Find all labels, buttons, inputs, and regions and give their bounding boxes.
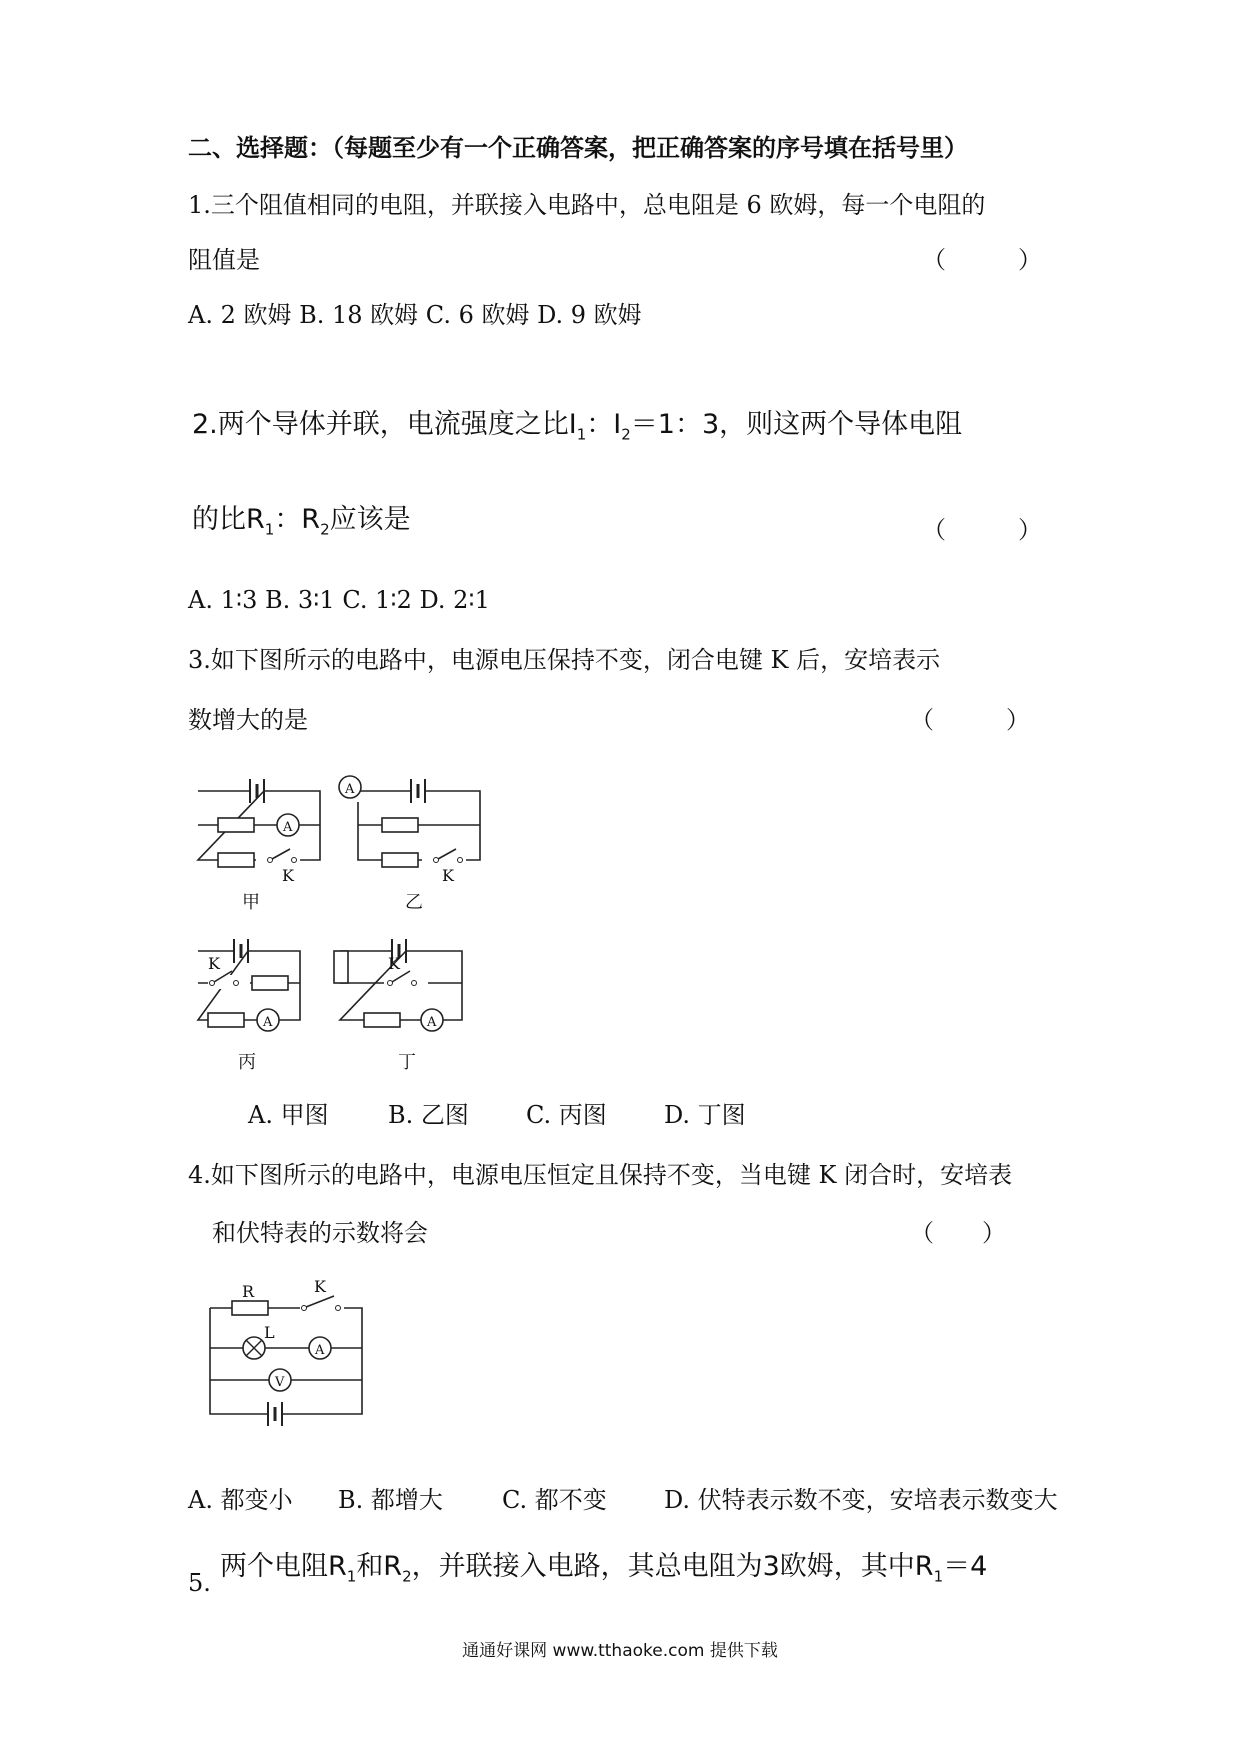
q5-text: 两个电阻$R_1$和$R_2$，并联接入电路，其总电阻为3欧姆，其中$R_1=4$ [220, 1551, 988, 1586]
q3-option-d: D. 丁图 [664, 1101, 746, 1129]
svg-text:K: K [314, 1277, 326, 1296]
svg-text:K: K [388, 954, 400, 973]
q3-line1: 3.如下图所示的电路中，电源电压保持不变，闭合电键 K 后，安培表示 [188, 646, 941, 674]
label-bing: 丙 [238, 1052, 256, 1073]
resistor-icon [334, 951, 348, 983]
q3-line2: 数增大的是 [188, 706, 308, 734]
q3-option-a: A. 甲图 [248, 1101, 329, 1129]
resistor-icon [382, 818, 418, 832]
svg-text:K: K [282, 866, 294, 885]
circuit-yi [339, 776, 480, 913]
q1-options: A. 2 欧姆 B. 18 欧姆 C. 6 欧姆 D. 9 欧姆 [188, 301, 642, 329]
q4-option-d: D. 伏特表示数不变，安培表示数变大 [664, 1486, 1058, 1514]
q1-line1: 1.三个阻值相同的电阻，并联接入电路中，总电阻是 6 欧姆，每一个电阻的 [188, 191, 986, 219]
svg-text:A: A [427, 1015, 437, 1030]
circuit-jia [198, 779, 320, 913]
resistor-icon [364, 1013, 400, 1027]
q2-line2: 的比$R_1$：$R_2$应该是 [192, 504, 411, 539]
resistor-icon [218, 853, 254, 867]
svg-text:K: K [208, 954, 220, 973]
svg-text:K: K [442, 866, 454, 885]
svg-text:A: A [315, 1343, 325, 1358]
q2-line1: 2.两个导体并联，电流强度之比$I_1$：$I_2=1$：3，则这两个导体电阻 [192, 409, 963, 444]
q5-number: 5. [188, 1569, 211, 1597]
page-footer: 通通好课网 www.tthaoke.com 提供下载 [462, 1641, 778, 1661]
q4-line1: 4.如下图所示的电路中，电源电压恒定且保持不变，当电键 K 闭合时，安培表 [188, 1161, 1013, 1189]
q4-option-b: B. 都增大 [338, 1486, 443, 1514]
section-title: 二、选择题：（每题至少有一个正确答案，把正确答案的序号填在括号里） [188, 133, 968, 162]
q4-circuit-figure [208, 1277, 388, 1430]
q4-line2: 和伏特表的示数将会 [212, 1219, 428, 1247]
q1-line2: 阻值是 [188, 246, 260, 274]
q1-answer-blank: （ ） [922, 246, 1042, 274]
label-jia: 甲 [242, 892, 260, 913]
resistor-icon [382, 853, 418, 867]
label-yi: 乙 [405, 892, 423, 913]
q4-option-a: A. 都变小 [188, 1486, 293, 1514]
q3-option-b: B. 乙图 [388, 1101, 469, 1129]
q3-option-c: C. 丙图 [526, 1101, 607, 1129]
q2-options: A. 1∶3 B. 3∶1 C. 1∶2 D. 2∶1 [188, 586, 490, 614]
resistor-icon [232, 1301, 268, 1315]
svg-text:A: A [345, 782, 355, 797]
q3-answer-blank: （ ） [910, 706, 1030, 734]
svg-text:L: L [264, 1323, 275, 1342]
resistor-icon [252, 976, 288, 990]
circuit-bing [198, 939, 300, 1073]
svg-text:A: A [263, 1015, 273, 1030]
resistor-icon [218, 818, 254, 832]
label-ding: 丁 [398, 1052, 416, 1073]
q4-option-c: C. 都不变 [502, 1486, 607, 1514]
svg-text:A: A [283, 820, 293, 835]
q3-circuits-figure [190, 765, 530, 1095]
resistor-icon [208, 1013, 244, 1027]
q4-answer-blank: （ ） [910, 1219, 1006, 1247]
svg-text:V: V [275, 1375, 285, 1390]
circuit-ding [334, 939, 462, 1073]
svg-text:R: R [242, 1282, 255, 1301]
q2-answer-blank: （ ） [922, 516, 1042, 544]
